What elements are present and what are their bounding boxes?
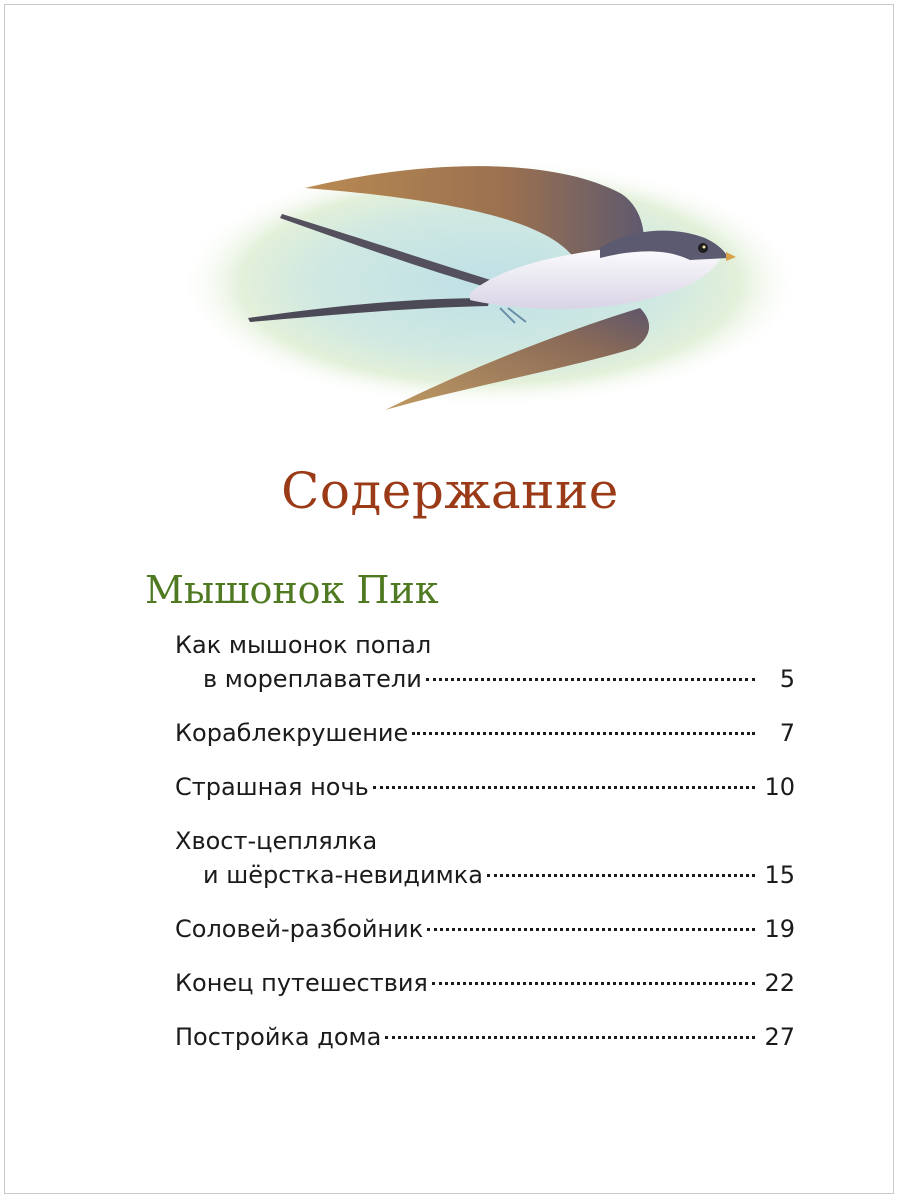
toc-page-number: 19 [764,915,795,943]
swallow-icon [170,148,810,418]
dot-leader [432,982,755,985]
toc-page-number: 15 [764,861,795,889]
toc-entry[interactable] [175,824,795,892]
toc-entry-title: Соловей-разбойник [175,915,424,943]
toc-page-number: 7 [779,719,795,747]
toc-entry-title: Постройка дома [175,1023,382,1051]
toc-entry-title: Как мышонок попал [175,631,432,659]
table-of-contents [175,628,795,1074]
toc-entry[interactable] [175,912,795,946]
toc-entry-title: Конец путешествия [175,969,428,997]
toc-entry[interactable] [175,1020,795,1054]
toc-entry-title-continued: и шёрстка-невидимка [203,861,483,889]
dot-leader [426,678,755,681]
toc-page-number: 27 [764,1023,795,1051]
toc-entry-title: Кораблекрушение [175,719,409,747]
dot-leader [412,732,755,735]
toc-page-number: 10 [764,773,795,801]
toc-entry-title: Страшная ночь [175,773,369,801]
toc-page-number: 5 [779,665,795,693]
dot-leader [385,1036,755,1039]
toc-entry-title: Хвост-цеплялка [175,827,378,855]
section-title: Мышонок Пик [145,568,439,612]
toc-entry[interactable] [175,770,795,804]
dot-leader [373,786,755,789]
toc-entry[interactable] [175,716,795,750]
toc-entry-title-continued: в мореплаватели [203,665,422,693]
dot-leader [487,874,755,877]
dot-leader [427,928,755,931]
toc-page-number: 22 [764,969,795,997]
toc-entry[interactable] [175,966,795,1000]
page-title: Содержание [281,462,619,520]
toc-entry[interactable] [175,628,795,696]
